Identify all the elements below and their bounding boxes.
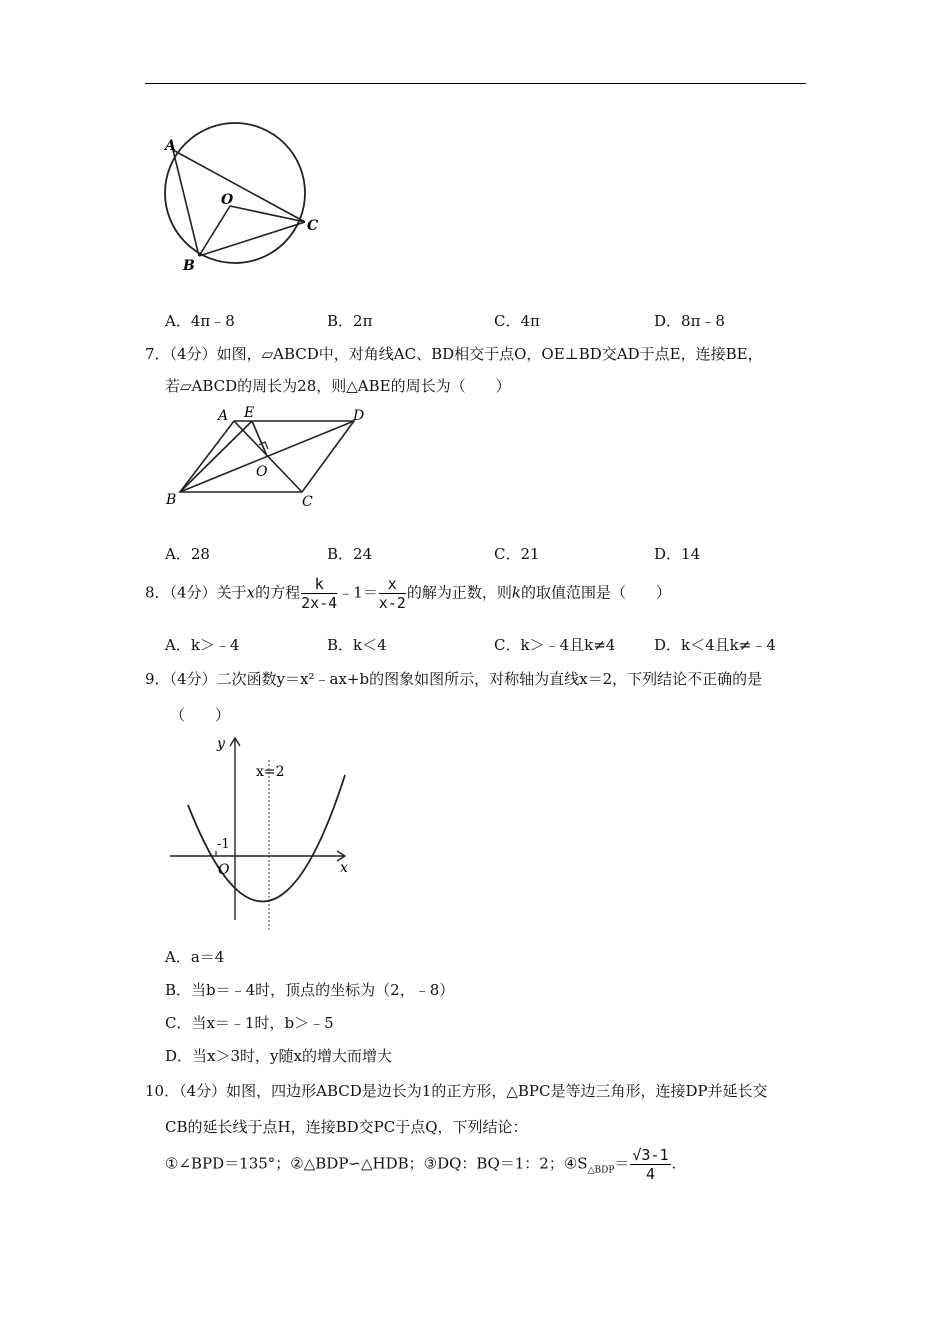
q7-stem-line2: 若▱ABCD的周长为28，则△ABE的周长为（ ） <box>165 377 511 395</box>
frac1-num: k <box>301 575 337 594</box>
parabola-curve <box>188 775 345 902</box>
q10-end: . <box>671 1154 677 1173</box>
q9-option-a: A．a＝4 <box>165 948 225 966</box>
q7-option-b: B．24 <box>327 545 373 563</box>
q9-option-d: D．当x＞3时，y随x的增大而增大 <box>165 1047 392 1065</box>
q8-option-b: B．k＜4 <box>327 636 387 654</box>
q7-stem-line1: 7．（4分）如图，▱ABCD中，对角线AC、BD相交于点O，OE⊥BD交AD于点E，连接BE， <box>145 345 763 363</box>
q8-stem <box>145 575 671 612</box>
q7-parallelogram-figure <box>160 400 380 515</box>
label-b: B <box>183 258 195 274</box>
q8-mid1: 的方程 <box>255 583 301 602</box>
q8-mid2: ﹣1＝ <box>338 583 378 602</box>
q10-conclusions <box>165 1146 676 1183</box>
q6-option-a: A．4π﹣8 <box>165 312 235 330</box>
neg-one-label: -1 <box>217 837 230 852</box>
label-c: C <box>302 494 313 510</box>
circle <box>165 123 305 263</box>
q10-frac-num: √3-1 <box>632 1146 669 1164</box>
label-o: O <box>256 464 268 480</box>
q8-prefix: 8．（4分）关于 <box>145 583 247 602</box>
q9-parabola-figure <box>165 730 365 930</box>
q8-option-a: A．k＞﹣4 <box>165 636 240 654</box>
label-d: D <box>353 408 365 424</box>
q7-option-c: C．21 <box>494 545 540 563</box>
symmetry-axis-label: x=2 <box>256 764 285 780</box>
origin-label: O <box>218 862 230 878</box>
q8-fraction-2 <box>379 575 406 612</box>
q10-stem-line2: CB的延长线于点H，连接BD交PC于点Q，下列结论： <box>165 1118 528 1136</box>
q10-frac-den: 4 <box>645 1165 655 1183</box>
q9-stem-line2: （ ） <box>170 706 231 724</box>
label-c: C <box>307 218 319 234</box>
q8-option-c: C．k＞﹣4且k≠4 <box>494 636 616 654</box>
frac1-den: 2x-4 <box>301 594 338 612</box>
q8-suffix: 的取值范围是（ ） <box>520 583 671 602</box>
label-a: A <box>218 408 229 424</box>
q9-option-b: B．当b＝﹣4时，顶点的坐标为（2，﹣8） <box>165 981 455 999</box>
label-b: B <box>166 492 177 508</box>
q8-mid3: 的解为正数，则 <box>406 583 512 602</box>
q9-stem-line1: 9．（4分）二次函数y＝x²﹣ax+b的图象如图所示，对称轴为直线x＝2，下列结论不正确的是 <box>145 670 763 688</box>
q10-subscript: △BDP <box>587 1165 615 1176</box>
q10-line3-text: ①∠BPD＝135°；②△BDP∽△HDB；③DQ：BQ＝1：2；④S <box>165 1154 588 1173</box>
q6-option-b: B．2π <box>327 312 373 330</box>
q8-fraction-1 <box>301 575 337 612</box>
label-o: O <box>221 192 234 208</box>
q6-circle-figure <box>155 118 335 278</box>
frac2-num: x <box>379 575 406 594</box>
q7-option-a: A．28 <box>165 545 210 563</box>
q6-option-d: D．8π﹣8 <box>654 312 725 330</box>
q10-stem-line1: 10．（4分）如图，四边形ABCD是边长为1的正方形，△BPC是等边三角形，连接DP并延长交 <box>145 1082 768 1100</box>
q10-fraction <box>630 1146 670 1183</box>
y-axis-label: y <box>217 736 225 752</box>
frac2-den: x-2 <box>378 594 406 612</box>
q8-var-x: x <box>246 583 256 602</box>
label-a: A <box>165 138 176 154</box>
q8-option-d: D．k＜4且k≠﹣4 <box>654 636 776 654</box>
label-e: E <box>244 405 255 421</box>
header-rule <box>145 83 806 84</box>
q7-option-d: D．14 <box>654 545 701 563</box>
x-axis-label: x <box>340 860 348 876</box>
q9-option-c: C．当x＝﹣1时，b＞﹣5 <box>165 1014 334 1032</box>
q6-option-c: C．4π <box>494 312 540 330</box>
q10-equals: ＝ <box>614 1154 630 1173</box>
q8-var-k: k <box>511 583 521 602</box>
